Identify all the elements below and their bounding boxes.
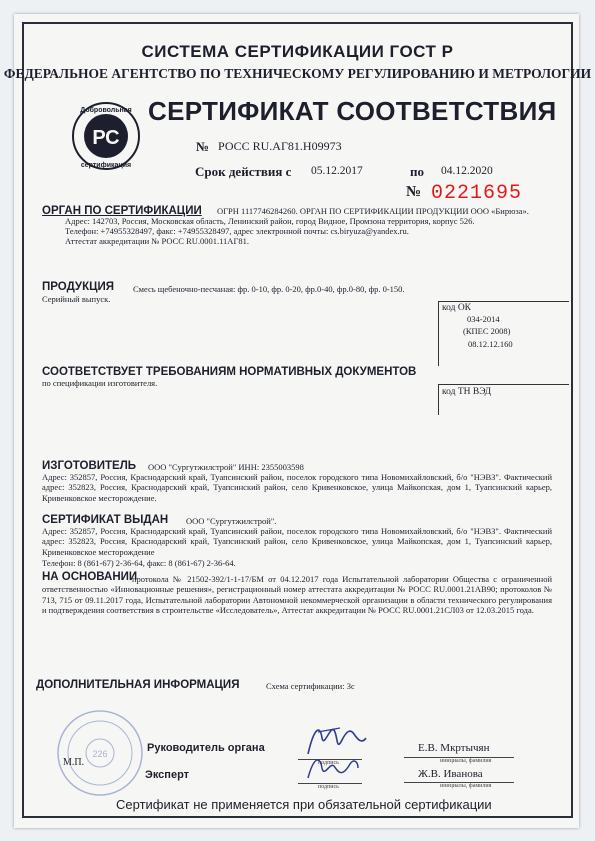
- manufacturer-label: ИЗГОТОВИТЕЛЬ: [42, 460, 137, 472]
- head-name: Е.В. Мкртычян: [418, 742, 490, 754]
- rst-logo-icon: [70, 100, 142, 172]
- expert-signature-icon: [302, 752, 362, 786]
- expert-label: Эксперт: [145, 769, 190, 781]
- system-title: СИСТЕМА СЕРТИФИКАЦИИ ГОСТ Р: [141, 42, 454, 61]
- valid-from: 05.12.2017: [311, 165, 363, 177]
- compliance-label: СООТВЕТСТВУЕТ ТРЕБОВАНИЯМ НОРМАТИВНЫХ ДОКУМЕНТОВ: [42, 366, 417, 378]
- basis-text: протокола № 21502-392/1-1-17/БМ от 04.12.2017 года Испытательной лаборатории Общества с ограниченной ответственностью «Инновационные решения», регистрационный номер аттестата аккредитации № РОСС RU.0001.21АВ90; протоколов № 713, 715 от 09.11.2017 года, Испытательной лаборатории Автономной некоммерческой организации в области технического регулирования и подтверждения соответствия в строительстве «Исследователь», Аттестат аккредитации № РОСС RU.0001.21СЛ03 от 12.03.2015 года.: [42, 574, 552, 616]
- expert-name: Ж.В. Иванова: [418, 768, 483, 780]
- number-label: №: [196, 139, 210, 154]
- product-text: Смесь щебеночно-песчаная: фр. 0-10, фр. 0-20, фр.0-40, фр.0-80, фр. 0-150.: [133, 284, 405, 294]
- okp-label: код ОК: [442, 303, 472, 313]
- product-serial: Серийный выпуск.: [42, 294, 111, 304]
- svg-text:226: 226: [92, 749, 108, 759]
- organ-label: ОРГАН ПО СЕРТИФИКАЦИИ: [42, 205, 202, 217]
- organ-line3: Телефон: +74955328497, факс: +74955328497, адрес электронной почты: cs.biryuza@yandex.ru.: [65, 226, 409, 236]
- validity-label: Срок действия с: [195, 164, 292, 179]
- issued-line1: ООО "Сургутжилстрой".: [186, 516, 277, 526]
- to-label: по: [410, 164, 424, 179]
- svg-text:сертификация: сертификация: [80, 162, 132, 169]
- expert-sign-caption: подпись: [318, 784, 339, 790]
- footer-note: Сертификат не применяется при обязательной сертификации: [116, 797, 492, 812]
- issued-label: СЕРТИФИКАТ ВЫДАН: [42, 514, 169, 526]
- head-label: Руководитель органа: [147, 742, 265, 754]
- compliance-text: по спецификации изготовителя.: [42, 378, 158, 388]
- head-sign-caption: подпись: [318, 760, 339, 766]
- organ-line1: ОГРН 1117746284260. ОРГАН ПО СЕРТИФИКАЦИИ ПРОДУКЦИИ ООО «Бирюза».: [217, 206, 529, 216]
- svg-text:Добровольная: Добровольная: [80, 107, 132, 114]
- manufacturer-text: Адрес: 352857, Россия, Краснодарский край, Туапсинский район, поселок городского типа Новомихайловский, б/о "НЭВЗ". Фактический адрес: 352823, Россия, Краснодарский край, Туапсинский район, село Кривенковское, улица Майкопская, дом 1, Туапсинский карьер, Кривенковское месторождение.: [42, 472, 552, 503]
- okp-code: 034-2014: [467, 314, 500, 324]
- okp-value: 08.12.12.160: [468, 339, 513, 349]
- organ-line4: Аттестат аккредитации № РОСС RU.0001.11АГ81.: [65, 236, 249, 246]
- serial-number: 0221695: [431, 182, 523, 205]
- okp-note: (КПЕС 2008): [463, 326, 511, 336]
- expert-name-caption: инициалы, фамилия: [440, 783, 492, 789]
- agency-title: ФЕДЕРАЛЬНОЕ АГЕНТСТВО ПО ТЕХНИЧЕСКОМУ РЕГУЛИРОВАНИЮ И МЕТРОЛОГИИ: [3, 66, 592, 81]
- valid-to: 04.12.2020: [441, 165, 493, 177]
- head-name-caption: инициалы, фамилия: [440, 758, 492, 764]
- tnved-label: код ТН ВЭД: [442, 387, 492, 397]
- basis-label: НА ОСНОВАНИИ: [42, 571, 138, 583]
- svg-text:РС: РС: [92, 127, 120, 149]
- product-label: ПРОДУКЦИЯ: [42, 281, 115, 293]
- issued-text: Адрес: 352857, Россия, Краснодарский край, Туапсинский район, поселок городского типа Новомихайловский, б/о "НЭВЗ". Фактический адрес: 352823, Россия, Краснодарский край, Туапсинский район, село Кривенковское, улица Майкопская, дом 1, Туапсинский карьер, Кривенковское месторождение: [42, 526, 552, 557]
- organ-line2: Адрес: 142703, Россия, Московская область, Ленинский район, город Видное, Промзона территория, корпус 526.: [65, 216, 475, 226]
- issued-phone: Телефон: 8 (861-67) 2-36-64, факс: 8 (861-67) 2-36-64.: [42, 558, 236, 568]
- certificate-number: РОСС RU.АГ81.Н09973: [218, 139, 342, 153]
- certificate-title: СЕРТИФИКАТ СООТВЕТСТВИЯ: [148, 96, 557, 126]
- additional-label: ДОПОЛНИТЕЛЬНАЯ ИНФОРМАЦИЯ: [36, 679, 240, 691]
- serial-label: №: [406, 184, 422, 200]
- seal-stamp-icon: [55, 708, 145, 798]
- mp-label: М.П.: [63, 757, 85, 768]
- additional-text: Схема сертификации: 3с: [266, 681, 355, 691]
- manufacturer-line1: ООО "Сургутжилстрой" ИНН: 2355003598: [148, 462, 304, 472]
